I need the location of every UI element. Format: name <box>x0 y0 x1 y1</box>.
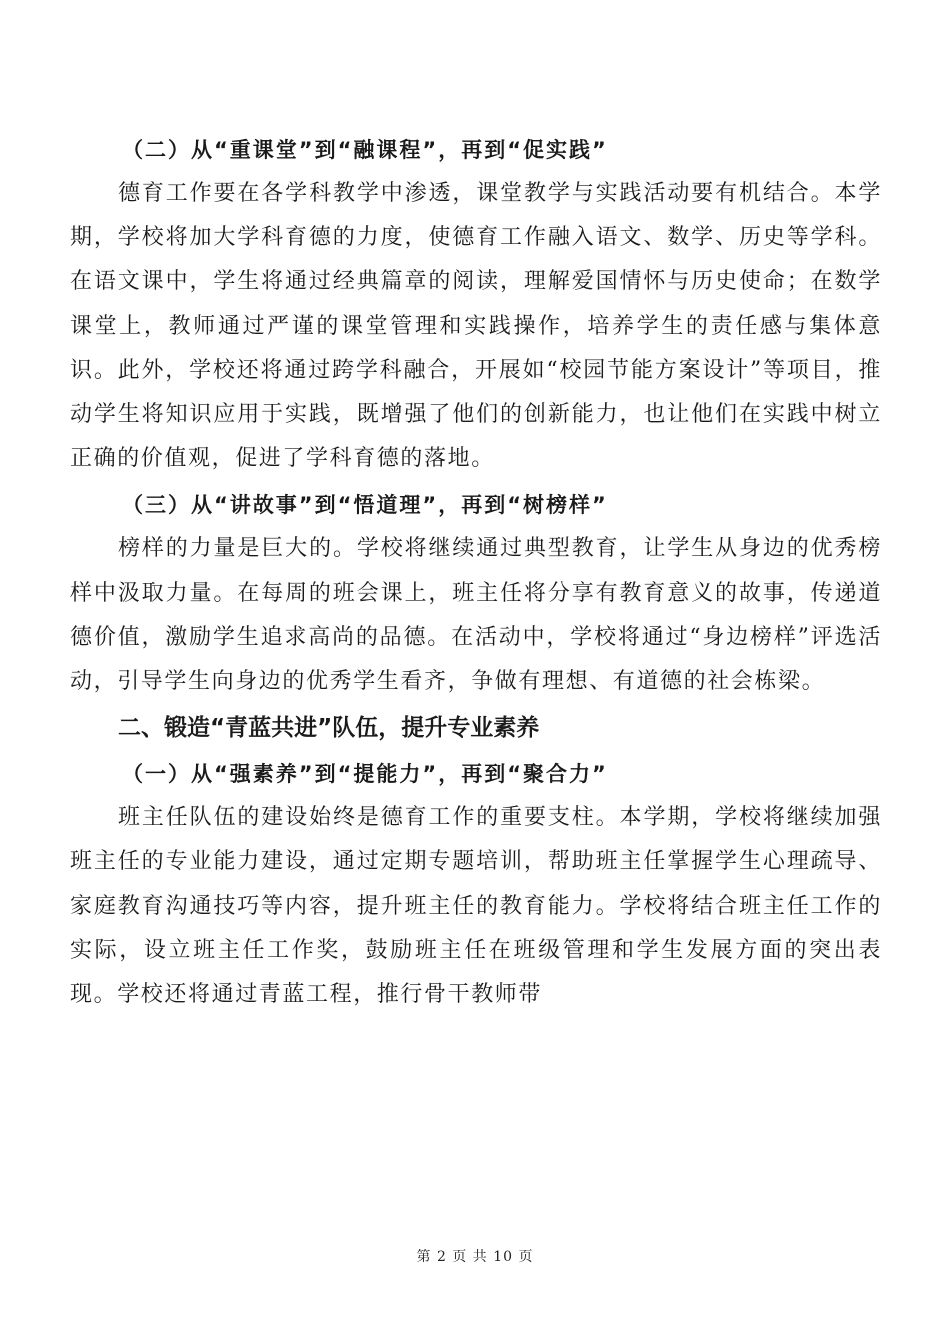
subsection-heading-3: （三）从“讲故事”到“悟道理”，再到“树榜样” <box>122 493 608 518</box>
paragraph-subject-integration: 德育工作要在各学科教学中渗透，课堂教学与实践活动要有机结合。本学期，学校将加大学科育德的力度，使德育工作融入语文、数学、历史等学科。在语文课中，学生将通过经典篇章的阅读，理解爱国情怀与历史使命；在数学课堂上，教师通过严谨的课堂管理和实践操作，培养学生的责任感与集体意识。此外，学校还将通过跨学科融合，开展如“校园节能方案设计”等项目，推动学生将知识应用于实践，既增强了他们的创新能力，也让他们在实践中树立正确的价值观，促进了学科育德的落地。 <box>70 181 882 472</box>
subsection-heading-2-1: （一）从“强素养”到“提能力”，再到“聚合力” <box>122 762 608 787</box>
document-body <box>70 128 882 1017</box>
section-heading-2: 二、锻造“青蓝共进”队伍，提升专业素养 <box>118 715 540 742</box>
paragraph-role-models: 榜样的力量是巨大的。学校将继续通过典型教育，让学生从身边的优秀榜样中汲取力量。在每周的班会课上，班主任将分享有教育意义的故事，传递道德价值，激励学生追求高尚的品德。在活动中，学校将通过“身边榜样”评选活动，引导学生向身边的优秀学生看齐，争做有理想、有道德的社会栋梁。 <box>70 536 882 695</box>
page-footer: 第 2 页 共 10 页 <box>416 1249 534 1265</box>
paragraph-teacher-team: 班主任队伍的建设始终是德育工作的重要支柱。本学期，学校将继续加强班主任的专业能力建设，通过定期专题培训，帮助班主任掌握学生心理疏导、家庭教育沟通技巧等内容，提升班主任的教育能力。学校将结合班主任工作的实际，设立班主任工作奖，鼓励班主任在班级管理和学生发展方面的突出表现。学校还将通过青蓝工程，推行骨干教师带 <box>70 805 882 1008</box>
subsection-heading-2: （二）从“重课堂”到“融课程”，再到“促实践” <box>122 138 608 162</box>
